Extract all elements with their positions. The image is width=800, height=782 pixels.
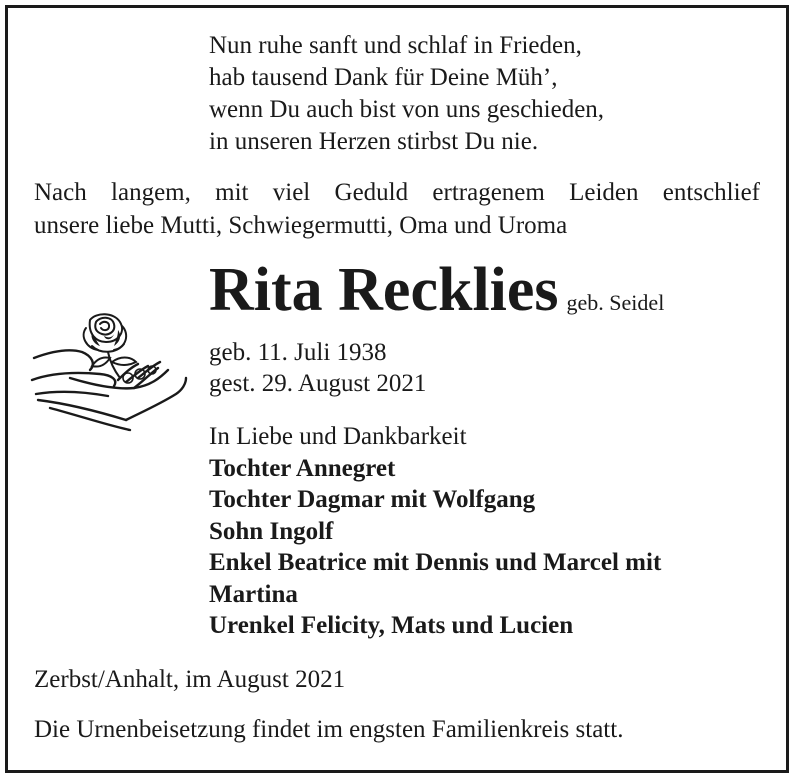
poem-line: Nun ruhe sanft und schlaf in Frieden, <box>209 32 582 59</box>
poem-line: hab tausend Dank für Deine Müh’, <box>209 64 558 91</box>
deceased-name-row <box>209 255 664 325</box>
mourner-line: Martina <box>209 580 298 608</box>
mourners-intro: In Liebe und Dankbarkeit <box>209 423 467 450</box>
mourner-line: Urenkel Felicity, Mats und Lucien <box>209 612 574 639</box>
intro-line: unsere liebe Mutti, Schwiegermutti, Oma und Uroma <box>34 212 568 239</box>
poem-line: in unseren Herzen stirbst Du nie. <box>209 128 539 155</box>
rose-in-hands-icon <box>30 308 190 434</box>
memorial-poem <box>209 30 604 158</box>
mourners-list <box>209 421 661 642</box>
mourner-line: Sohn Ingolf <box>209 517 334 545</box>
mourner-line: Tochter Annegret <box>209 454 396 482</box>
death-date: gest. 29. August 2021 <box>209 370 427 397</box>
mourner-line: Enkel Beatrice mit Dennis und Marcel mit <box>209 549 662 576</box>
mourner-line: Tochter Dagmar mit Wolfgang <box>209 486 536 513</box>
life-dates <box>209 337 426 399</box>
deceased-name: Rita Recklies <box>209 256 559 324</box>
burial-notice: Die Urnenbeisetzung findet im engsten Familienkreis statt. <box>34 716 624 743</box>
birth-date: geb. 11. Juli 1938 <box>209 339 387 366</box>
intro-line: Nach langem, mit viel Geduld ertragenem Leiden entschlief <box>34 179 760 206</box>
intro-text <box>34 176 760 242</box>
maiden-name: geb. Seidel <box>566 290 665 315</box>
place-and-date: Zerbst/Anhalt, im August 2021 <box>34 666 346 693</box>
poem-line: wenn Du auch bist von uns geschieden, <box>209 96 605 123</box>
